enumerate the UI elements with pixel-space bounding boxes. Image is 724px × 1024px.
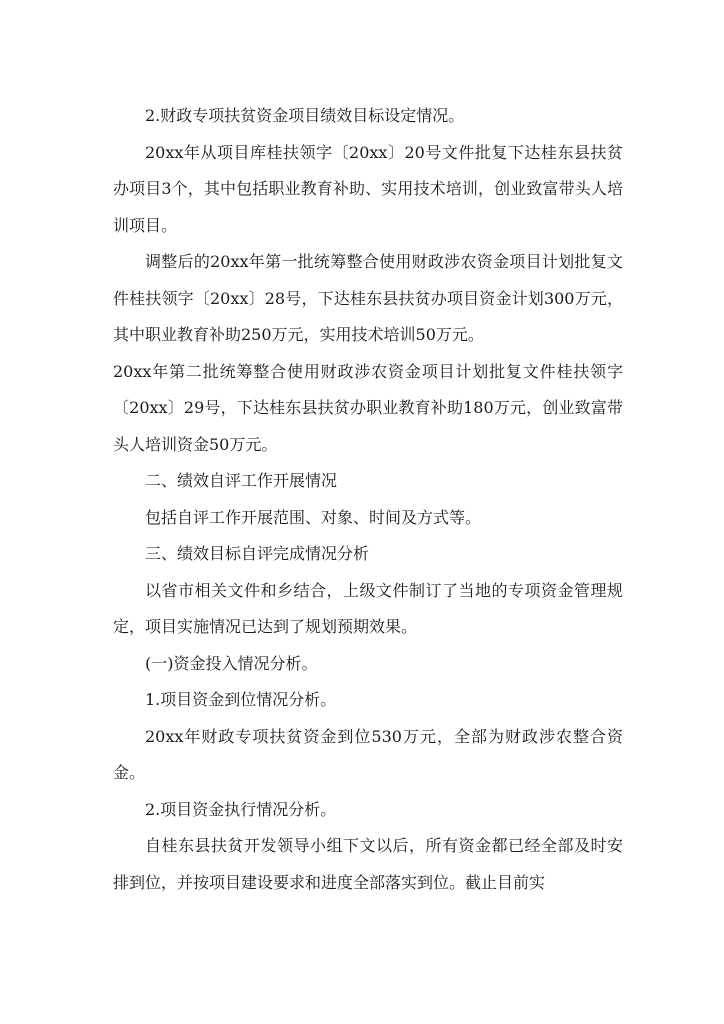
paragraph-1: 2.财政专项扶贫资金项目绩效目标设定情况。 bbox=[145, 106, 465, 125]
section-heading-2: 二、绩效自评工作开展情况 bbox=[145, 471, 338, 490]
paragraph-8: 自桂东县扶贫开发领导小组下文以后，所有资金都已经全部及时安排到位，并按项目建设要求和进度全部落实到位。截止目前实 bbox=[113, 836, 623, 892]
paragraph-4: 20xx年第二批统筹整合使用财政涉农资金项目计划批复文件桂扶领字〔20xx〕29号，下达桂东县扶贫办职业教育补助180万元，创业致富带头人培训资金50万元。 bbox=[113, 361, 623, 454]
paragraph-3: 调整后的20xx年第一批统筹整合使用财政涉农资金项目计划批复文件桂扶领字〔20xx〕28号，下达桂东县扶贫办项目资金计划300万元，其中职业教育补助250万元，实用技术培训50万元。 bbox=[113, 252, 623, 344]
paragraph-6: 以省市相关文件和乡结合，上级文件制订了当地的专项资金管理规定，项目实施情况已达到了规划预期效果。 bbox=[113, 580, 623, 636]
subsection-heading-1: (一)资金投入情况分析。 bbox=[145, 653, 318, 673]
paragraph-5: 包括自评工作开展范围、对象、时间及方式等。 bbox=[145, 507, 482, 527]
item-heading-2: 2.项目资金执行情况分析。 bbox=[145, 799, 337, 819]
item-heading-1: 1.项目资金到位情况分析。 bbox=[145, 690, 337, 709]
section-heading-3: 三、绩效目标自评完成情况分析 bbox=[145, 544, 370, 563]
paragraph-2: 20xx年从项目库桂扶领字〔20xx〕20号文件批复下达桂东县扶贫办项目3个，其中包括职业教育补助、实用技术培训，创业致富带头人培训项目。 bbox=[113, 142, 623, 235]
document-body bbox=[113, 98, 623, 901]
paragraph-7: 20xx年财政专项扶贫资金到位530万元，全部为财政涉农整合资金。 bbox=[113, 726, 623, 782]
